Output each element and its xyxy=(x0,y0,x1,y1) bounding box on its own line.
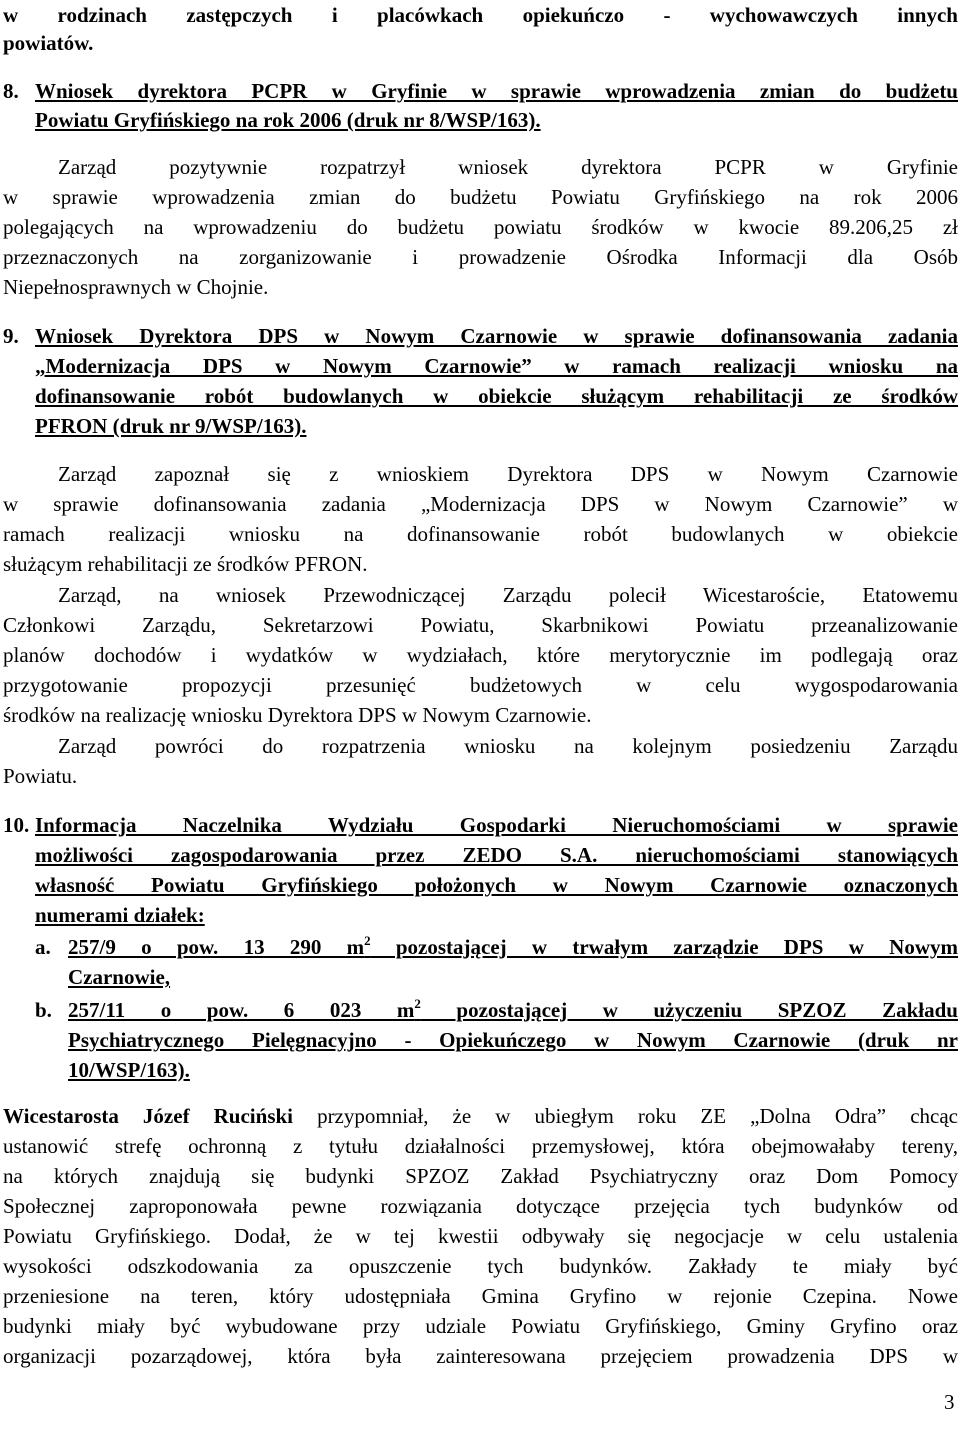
superscript: 2 xyxy=(364,933,371,948)
paragraph-line: w sprawie dofinansowania zadania „Modernizacja DPS w Nowym Czarnowie” w xyxy=(3,492,958,516)
paragraph-line: przeznaczonych na zorganizowanie i prowadzenie Ośrodka Informacji dla Osób xyxy=(3,245,958,269)
paragraph-line: środków na realizację wniosku Dyrektora DPS w Nowym Czarnowie. xyxy=(3,703,592,727)
agenda-item-heading: Wniosek dyrektora PCPR w Gryfinie w sprawie wprowadzenia zmian do budżetu xyxy=(35,79,958,103)
paragraph-line: Członkowi Zarządu, Sekretarzowi Powiatu, Skarbnikowi Powiatu przeanalizowanie xyxy=(3,613,958,637)
paragraph-line: ramach realizacji wniosku na dofinansowanie robót budowlanych w obiekcie xyxy=(3,522,958,546)
speaker-name: Wicestarosta Józef Ruciński xyxy=(3,1104,293,1128)
paragraph-text: przypomniał, że w ubiegłym roku ZE „Dolna Odra” chcąc xyxy=(293,1104,958,1128)
list-number: 8. xyxy=(3,79,19,103)
paragraph-line: na których znajdują się budynki SPZOZ Zakład Psychiatryczny oraz Dom Pomocy xyxy=(3,1164,958,1188)
sublist-text: pozostającej w trwałym zarządzie DPS w Nowym xyxy=(370,935,958,959)
paragraph-line: Zarząd zapoznał się z wnioskiem Dyrektora DPS w Nowym Czarnowie xyxy=(58,462,958,486)
paragraph-line: budynki miały być wybudowane przy udziale Powiatu Gryfińskiego, Gminy Gryfino oraz xyxy=(3,1314,958,1338)
agenda-item-heading: numerami działek: xyxy=(35,903,205,927)
agenda-item-heading: dofinansowanie robót budowlanych w obiekcie służącym rehabilitacji ze środków xyxy=(35,384,958,408)
paragraph-line: wysokości odszkodowania za opuszczenie tych budynków. Zakłady te miały być xyxy=(3,1254,958,1278)
sublist-text: 257/11 o pow. 6 023 m xyxy=(68,998,415,1022)
agenda-item-heading: „Modernizacja DPS w Nowym Czarnowie” w ramach realizacji wniosku na xyxy=(35,354,958,378)
paragraph-line: Niepełnosprawnych w Chojnie. xyxy=(3,275,269,299)
text-line: w rodzinach zastępczych i placówkach opiekuńczo - wychowawczych innych xyxy=(3,3,958,27)
sublist-item xyxy=(68,995,958,1025)
paragraph-line: Społecznej zaproponowała pewne rozwiązania dotyczące przejęcia tych budynków od xyxy=(3,1194,958,1218)
agenda-item-heading: Wniosek Dyrektora DPS w Nowym Czarnowie w sprawie dofinansowania zadania xyxy=(35,324,958,348)
paragraph-line: Zarząd, na wniosek Przewodniczącej Zarządu polecił Wicestaroście, Etatowemu xyxy=(58,583,958,607)
list-number: 9. xyxy=(3,324,19,348)
paragraph-line: ustanowić strefę ochronną z tytułu działalności przemysłowej, która obejmowałaby tereny, xyxy=(3,1134,958,1158)
agenda-item-heading: możliwości zagospodarowania przez ZEDO S.A. nieruchomościami stanowiących xyxy=(35,843,958,867)
paragraph-line: organizacji pozarządowej, która była zainteresowana przejęciem prowadzenia DPS w xyxy=(3,1344,958,1368)
sublist-text: 257/9 o pow. 13 290 m xyxy=(68,935,365,959)
agenda-item-heading: własność Powiatu Gryfińskiego położonych w Nowym Czarnowie oznaczonych xyxy=(35,873,958,897)
paragraph-line: przygotowanie propozycji przesunięć budżetowych w celu wygospodarowania xyxy=(3,673,958,697)
paragraph-line xyxy=(3,1101,958,1131)
sublist-marker: a. xyxy=(35,935,51,959)
agenda-item-heading: PFRON (druk nr 9/WSP/163). xyxy=(35,414,307,438)
paragraph-line: polegających na wprowadzeniu do budżetu powiatu środków w kwocie 89.206,25 zł xyxy=(3,215,958,239)
paragraph-line: Powiatu. xyxy=(3,764,78,788)
sublist-item: 10/WSP/163). xyxy=(68,1058,190,1082)
paragraph-line: Zarząd pozytywnie rozpatrzył wniosek dyrektora PCPR w Gryfinie xyxy=(58,155,958,179)
sublist-marker: b. xyxy=(35,998,52,1022)
agenda-item-heading: Powiatu Gryfińskiego na rok 2006 (druk nr 8/WSP/163). xyxy=(35,108,541,132)
page-number: 3 xyxy=(944,1390,955,1414)
paragraph-line: w sprawie wprowadzenia zmian do budżetu Powiatu Gryfińskiego na rok 2006 xyxy=(3,185,958,209)
superscript: 2 xyxy=(414,996,421,1011)
sublist-item: Czarnowie, xyxy=(68,965,171,989)
paragraph-line: przeniesione na teren, który udostępniała Gmina Gryfino w rejonie Czepina. Nowe xyxy=(3,1284,958,1308)
list-number: 10. xyxy=(3,813,30,837)
text-line: powiatów. xyxy=(3,31,94,55)
sublist-item xyxy=(68,932,958,962)
agenda-item-heading: Informacja Naczelnika Wydziału Gospodarki Nieruchomościami w sprawie xyxy=(35,813,958,837)
paragraph-line: planów dochodów i wydatków w wydziałach, które merytorycznie im podlegają oraz xyxy=(3,643,958,667)
sublist-text: pozostającej w użyczeniu SPZOZ Zakładu xyxy=(420,998,958,1022)
paragraph-line: Zarząd powróci do rozpatrzenia wniosku na kolejnym posiedzeniu Zarządu xyxy=(58,734,958,758)
paragraph-line: służącym rehabilitacji ze środków PFRON. xyxy=(3,552,368,576)
sublist-item: Psychiatrycznego Pielęgnacyjno - Opiekuńczego w Nowym Czarnowie (druk nr xyxy=(68,1028,958,1052)
paragraph-line: Powiatu Gryfińskiego. Dodał, że w tej kwestii odbywały się negocjacje w celu ustalenia xyxy=(3,1224,958,1248)
